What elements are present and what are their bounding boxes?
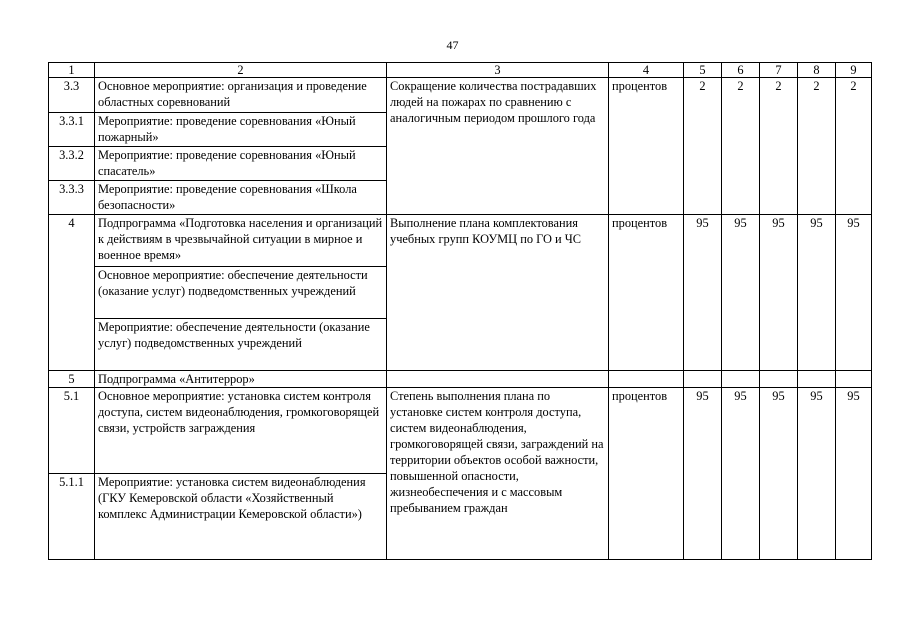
row-number [49, 319, 95, 371]
indicator-value: 2 [798, 78, 836, 215]
row-number: 3.3.2 [49, 147, 95, 181]
header-cell: 7 [760, 63, 798, 78]
row-number: 4 [49, 215, 95, 267]
indicator-value: 95 [760, 388, 798, 560]
row-number: 3.3.1 [49, 113, 95, 147]
indicator-value: 95 [722, 388, 760, 560]
indicator-value: 95 [760, 215, 798, 371]
indicator-unit: процентов [609, 78, 684, 215]
row-name: Мероприятие: обеспечение деятельности (оказание услуг) подведомственных учреждений [95, 319, 387, 371]
empty-cell [722, 371, 760, 388]
empty-cell [684, 371, 722, 388]
indicators-table [48, 62, 872, 560]
indicator-text: Выполнение плана комплектования учебных групп КОУМЦ по ГО и ЧС [387, 215, 609, 371]
header-cell: 1 [49, 63, 95, 78]
row-number: 3.3 [49, 78, 95, 113]
indicator-text: Сокращение количества пострадавших людей на пожарах по сравнению с аналогичным периодом прошлого года [387, 78, 609, 215]
table-row [49, 215, 872, 267]
row-name: Мероприятие: проведение соревнования «Юный пожарный» [95, 113, 387, 147]
header-row [49, 63, 872, 78]
header-cell: 6 [722, 63, 760, 78]
row-name: Основное мероприятие: обеспечение деятельности (оказание услуг) подведомственных учреждений [95, 267, 387, 319]
indicator-value: 95 [722, 215, 760, 371]
page-number: 47 [446, 38, 459, 52]
header-cell: 5 [684, 63, 722, 78]
empty-cell [798, 371, 836, 388]
indicator-value: 95 [798, 388, 836, 560]
empty-cell [760, 371, 798, 388]
indicator-value: 2 [836, 78, 872, 215]
row-name: Основное мероприятие: организация и проведение областных соревнований [95, 78, 387, 113]
empty-cell [387, 371, 609, 388]
row-name: Основное мероприятие: установка систем контроля доступа, систем видеонаблюдения, громкоговорящей связи, устройств заграждения [95, 388, 387, 474]
indicator-value: 2 [760, 78, 798, 215]
header-cell: 2 [95, 63, 387, 78]
empty-cell [609, 371, 684, 388]
row-name: Мероприятие: установка систем видеонаблюдения (ГКУ Кемеровской области «Хозяйственный комплекс Администрации Кемеровской области») [95, 474, 387, 560]
row-number: 5.1 [49, 388, 95, 474]
table-row [49, 78, 872, 113]
row-number: 5 [49, 371, 95, 388]
row-name: Мероприятие: проведение соревнования «Юный спасатель» [95, 147, 387, 181]
row-number [49, 267, 95, 319]
header-cell: 3 [387, 63, 609, 78]
row-name: Подпрограмма «Подготовка населения и организаций к действиям в чрезвычайной ситуации в мирное и военное время» [95, 215, 387, 267]
indicator-value: 2 [684, 78, 722, 215]
indicator-value: 95 [798, 215, 836, 371]
row-number: 3.3.3 [49, 181, 95, 215]
header-cell: 8 [798, 63, 836, 78]
header-cell: 4 [609, 63, 684, 78]
indicator-value: 2 [722, 78, 760, 215]
table-row [49, 371, 872, 388]
indicator-value: 95 [684, 215, 722, 371]
indicator-unit: процентов [609, 388, 684, 560]
indicator-value: 95 [836, 215, 872, 371]
row-name: Подпрограмма «Антитеррор» [95, 371, 387, 388]
indicator-text: Степень выполнения плана по установке систем контроля доступа, систем видеонаблюдения, громкоговорящей связи, заграждений на территории объектов особой важности, повышенной опасности, жизнеобеспечения и с массовым пребыванием граждан [387, 388, 609, 560]
table-row [49, 388, 872, 474]
indicator-value: 95 [836, 388, 872, 560]
row-number: 5.1.1 [49, 474, 95, 560]
indicator-unit: процентов [609, 215, 684, 371]
header-cell: 9 [836, 63, 872, 78]
row-name: Мероприятие: проведение соревнования «Школа безопасности» [95, 181, 387, 215]
empty-cell [836, 371, 872, 388]
indicator-value: 95 [684, 388, 722, 560]
